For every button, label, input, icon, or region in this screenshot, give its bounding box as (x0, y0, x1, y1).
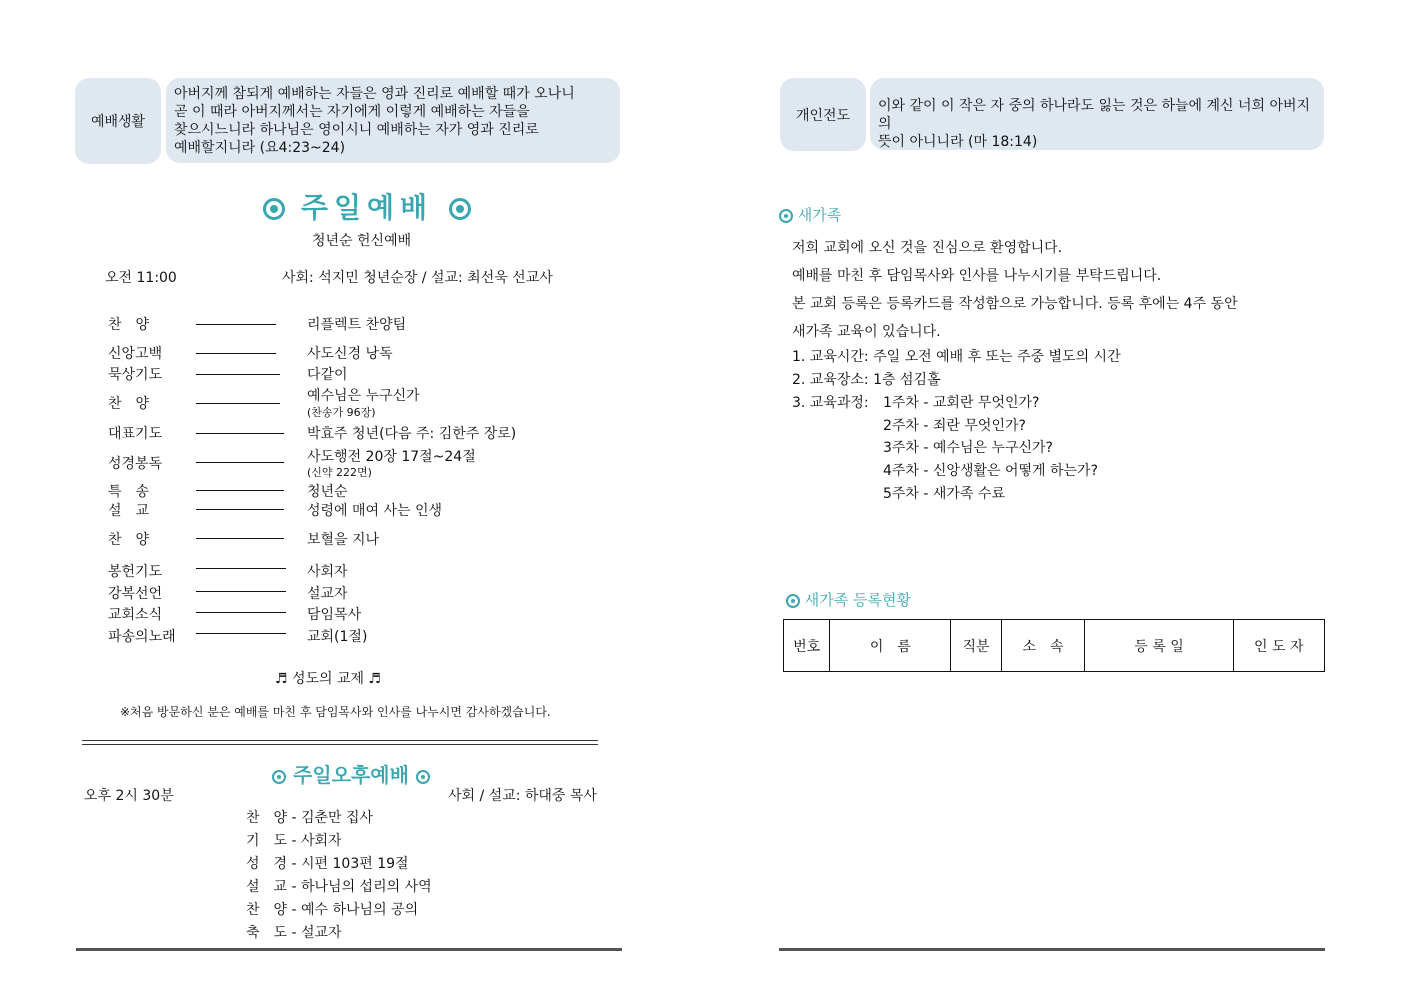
divider (196, 374, 280, 375)
bullet-icon (449, 198, 471, 220)
bullet-icon (263, 198, 285, 220)
divider (196, 568, 286, 569)
verse-line: 뜻이 아니니라 (마 18:14) (878, 134, 1038, 150)
welcome-line: 예배를 마친 후 담임목사와 인사를 나누시기를 부탁드립니다. (792, 268, 1162, 284)
order-item: 교회(1절) (307, 629, 368, 645)
divider (196, 490, 284, 491)
verse-line: 예배할지니라 (요4:23~24) (174, 140, 346, 156)
afternoon-order (246, 807, 432, 945)
order-label: 파송의노래 (108, 629, 176, 645)
order-label: 강복선언 (108, 586, 163, 602)
course-item: 3주차 - 예수님은 누구신가? (883, 440, 1053, 457)
order-label: 봉헌기도 (108, 564, 163, 580)
registration-table (783, 619, 1325, 672)
order-label: 묵상기도 (108, 367, 163, 383)
verse-tag-label: 예배생활 (90, 114, 146, 130)
newfamily-title (779, 204, 841, 225)
main-title (262, 186, 472, 226)
afternoon-item: 찬 양 - 김춘만 집사 (246, 810, 374, 826)
bullet-icon (779, 209, 793, 223)
newfamily-title-text: 새가족 (797, 206, 842, 224)
order-item: 사도행전 20장 17절~24절 (307, 449, 476, 465)
order-note: (신약 222면) (307, 466, 372, 479)
service-leaders: 사회: 석지민 청년순장 / 설교: 최선욱 선교사 (282, 270, 553, 286)
order-item: 사도신경 낭독 (307, 346, 393, 362)
edu-courses (883, 392, 1098, 506)
divider (196, 403, 280, 404)
divider (196, 633, 286, 634)
order-item: 청년순 (307, 484, 348, 500)
course-item: 2주차 - 죄란 무엇인가? (883, 417, 1026, 434)
table-header: 등 록 일 (1085, 620, 1233, 672)
bottom-rule-left (76, 948, 622, 951)
afternoon-item: 찬 양 - 예수 하나님의 공의 (246, 902, 419, 918)
service-time: 오전 11:00 (105, 270, 177, 286)
verse-line: 아버지께 참되게 예배하는 자들은 영과 진리로 예배할 때가 오나니 (174, 86, 575, 102)
edu-course-label: 3. 교육과정: (792, 395, 869, 411)
divider (196, 433, 284, 434)
afternoon-leaders: 사회 / 설교: 하대중 목사 (448, 788, 597, 804)
order-item: 보혈을 지나 (307, 532, 380, 548)
divider (196, 353, 276, 354)
order-label: 찬 양 (108, 532, 150, 548)
divider (196, 509, 284, 510)
verse-line: 찾으시느니라 하나님은 영이시니 예배하는 자가 영과 진리로 (174, 122, 539, 138)
divider (196, 591, 286, 592)
verse-line: 이와 같이 이 작은 자 중의 하나라도 잃는 것은 하늘에 계신 너희 아버지의 (878, 98, 1311, 132)
visitor-note: ※처음 방문하신 분은 예배를 마친 후 담임목사와 인사를 나누시면 감사하겠습니다. (120, 705, 551, 719)
main-title-text: 주일예배 (300, 191, 434, 224)
order-label: 찬 양 (108, 396, 150, 412)
welcome-line: 새가족 교육이 있습니다. (792, 324, 941, 340)
welcome-text (792, 234, 1238, 346)
divider (196, 462, 284, 463)
afternoon-item: 기 도 - 사회자 (246, 833, 342, 849)
afternoon-title (266, 759, 436, 788)
double-rule-top (82, 740, 598, 741)
table-header: 소 속 (1001, 620, 1085, 672)
edu-place: 2. 교육장소: 1층 섬김홀 (792, 372, 941, 388)
bottom-rule-right (779, 948, 1325, 951)
order-label: 교회소식 (108, 607, 163, 623)
divider (196, 538, 284, 539)
order-item: 박효주 청년(다음 주: 김한주 장로) (307, 426, 517, 442)
order-label: 대표기도 (108, 426, 163, 442)
welcome-line: 저희 교회에 오신 것을 진심으로 환영합니다. (792, 240, 1063, 256)
afternoon-item: 성 경 - 시편 103편 19절 (246, 856, 409, 872)
registration-title-text: 새가족 등록현황 (804, 591, 911, 609)
table-header: 직분 (951, 620, 1001, 672)
order-item: 다같이 (307, 367, 348, 383)
order-item: 담임목사 (307, 607, 362, 623)
order-label: 신앙고백 (108, 346, 163, 362)
afternoon-item: 축 도 - 설교자 (246, 925, 342, 941)
bullet-icon (786, 594, 800, 608)
order-item: 리플렉트 찬양팀 (307, 317, 407, 333)
afternoon-time: 오후 2시 30분 (84, 788, 174, 804)
verse-tag-evangelism (780, 78, 866, 151)
afternoon-title-text: 주일오후예배 (293, 763, 409, 787)
verse-tag-worship (75, 78, 161, 164)
course-item: 1주차 - 교회란 무엇인가? (883, 395, 1040, 411)
verse-tag-label: 개인전도 (795, 107, 851, 124)
subtitle: 청년순 헌신예배 (312, 233, 412, 249)
bullet-icon (272, 770, 286, 784)
verse-box-right (870, 78, 1324, 150)
verse-box-left (166, 78, 620, 163)
order-item: 예수님은 누구신가 (307, 388, 420, 404)
table-header: 인 도 자 (1233, 620, 1324, 672)
course-item: 4주차 - 신앙생활은 어떻게 하는가? (883, 463, 1099, 480)
divider (196, 612, 286, 613)
table-header-row (784, 620, 1325, 672)
order-label: 특 송 (108, 484, 150, 500)
course-item: 5주차 - 새가족 수료 (883, 485, 1005, 502)
bullet-icon (416, 770, 430, 784)
order-item: 사회자 (307, 564, 348, 580)
order-note: (찬송가 96장) (307, 406, 376, 419)
order-label: 설 교 (108, 503, 150, 519)
afternoon-item: 설 교 - 하나님의 섭리의 사역 (246, 879, 432, 895)
fellowship: ♬ 성도의 교제 ♬ (275, 671, 382, 687)
order-item: 설교자 (307, 586, 348, 602)
verse-line: 곧 이 때라 아버지께서는 자기에게 이렇게 예배하는 자들을 (174, 104, 530, 120)
table-header: 이 름 (830, 620, 951, 672)
order-label: 성경봉독 (108, 456, 163, 472)
order-item: 성령에 매여 사는 인생 (307, 503, 443, 519)
welcome-line: 본 교회 등록은 등록카드를 작성함으로 가능합니다. 등록 후에는 4주 동안 (792, 296, 1238, 312)
registration-title (786, 589, 911, 610)
edu-time: 1. 교육시간: 주일 오전 예배 후 또는 주중 별도의 시간 (792, 349, 1121, 365)
divider (196, 324, 276, 325)
order-label: 찬 양 (108, 317, 150, 333)
table-header: 번호 (784, 620, 830, 672)
double-rule-bottom (82, 744, 598, 745)
